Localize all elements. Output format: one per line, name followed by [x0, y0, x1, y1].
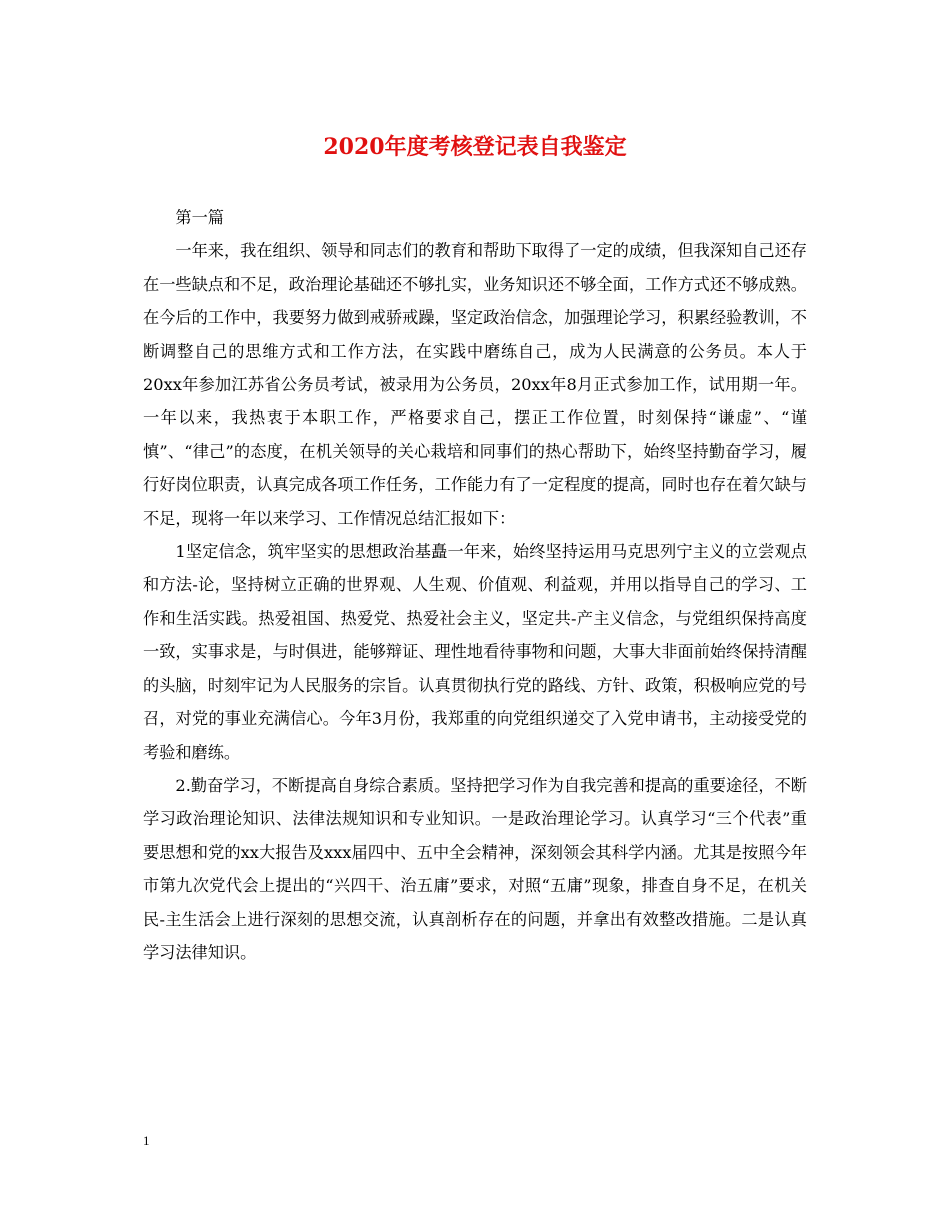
document-body [143, 201, 807, 969]
paragraph-intro: 一年来，我在组织、领导和同志们的教育和帮助下取得了一定的成绩，但我深知自己还存在一些缺点和不足，政治理论基础还不够扎实，业务知识还不够全面，工作方式还不够成熟。在今后的工作中，我要努力做到戒骄戒躁，坚定政治信念，加强理论学习，积累经验教训，不断调整自己的思维方式和工作方法，在实践中磨练自己，成为人民满意的公务员。本人于20xx年参加江苏省公务员考试，被录用为公务员，20xx年8月正式参加工作，试用期一年。一年以来，我热衷于本职工作，严格要求自己，摆正工作位置，时刻保持“谦虚”、“谨慎”、“律己”的态度，在机关领导的关心栽培和同事们的热心帮助下，始终坚持勤奋学习，履行好岗位职责，认真完成各项工作任务，工作能力有了一定程度的提高，同时也存在着欠缺与不足，现将一年以来学习、工作情况总结汇报如下： [143, 241, 807, 528]
paragraph-point-2: 2.勤奋学习，不断提高自身综合素质。坚持把学习作为自我完善和提高的重要途径，不断学习政治理论知识、法律法规知识和专业知识。一是政治理论学习。认真学习“三个代表”重要思想和党的xx大报告及xxx届四中、五中全会精神，深刻领会其科学内涵。尤其是按照今年市第九次党代会上提出的“兴四干、治五庸”要求，对照“五庸”现象，排查自身不足，在机关民-主生活会上进行深刻的思想交流，认真剖析存在的问题，并拿出有效整改措施。二是认真学习法律知识。 [143, 775, 807, 962]
page-number: 1 [143, 1133, 150, 1148]
document-title: 2020年度考核登记表自我鉴定 [323, 134, 627, 160]
section-heading: 第一篇 [175, 208, 224, 227]
paragraph-point-1: 1坚定信念，筑牢坚实的思想政治基矗一年来，始终坚持运用马克思列宁主义的立尝观点和方法-论，坚持树立正确的世界观、人生观、价值观、利益观，并用以指导自己的学习、工作和生活实践。热爱祖国、热爱党、热爱社会主义，坚定共-产主义信念，与党组织保持高度一致，实事求是，与时俱进，能够辩证、理性地看待事物和问题，大事大非面前始终保持清醒的头脑，时刻牢记为人民服务的宗旨。认真贯彻执行党的路线、方针、政策，积极响应党的号召，对党的事业充满信心。今年3月份，我郑重的向党组织递交了入党申请书，主动接受党的考验和磨练。 [143, 542, 807, 762]
